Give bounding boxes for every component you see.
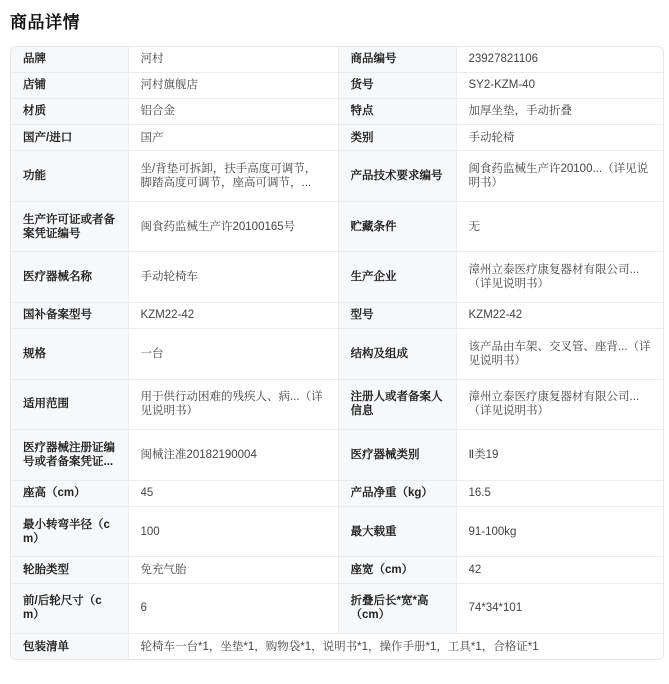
spec-label xyxy=(338,302,456,328)
spec-label-text: 产品净重（kg） xyxy=(350,487,433,500)
spec-value-text: 国产 xyxy=(140,131,164,144)
spec-label-text: 医疗器械类别 xyxy=(350,448,420,461)
spec-value xyxy=(128,329,338,380)
spec-label xyxy=(11,125,128,151)
spec-label xyxy=(11,47,128,72)
spec-value xyxy=(456,557,663,583)
spec-value xyxy=(128,430,338,481)
spec-label-text: 医疗器械注册证编号或者备案凭证... xyxy=(23,441,115,468)
spec-value xyxy=(456,98,663,124)
spec-value xyxy=(456,201,663,252)
spec-label-text: 特点 xyxy=(350,105,374,118)
spec-value-text: 铝合金 xyxy=(140,105,175,118)
spec-label xyxy=(11,98,128,124)
spec-value-text: 无 xyxy=(468,220,480,233)
spec-value-text: 坐/背垫可拆卸，扶手高度可调节，脚踏高度可调节，座高可调节，... xyxy=(140,162,317,189)
spec-label-text: 贮藏条件 xyxy=(350,220,397,233)
spec-label-text: 产品技术要求编号 xyxy=(350,169,443,182)
spec-label-text: 适用范围 xyxy=(23,398,69,411)
spec-label xyxy=(338,557,456,583)
spec-value-text: 6 xyxy=(140,602,147,615)
spec-value xyxy=(128,302,338,328)
spec-value xyxy=(128,151,338,202)
spec-label-text: 规格 xyxy=(23,347,46,360)
spec-value-text: 42 xyxy=(468,563,482,576)
spec-label-text: 功能 xyxy=(23,169,46,182)
spec-label-text: 结构及组成 xyxy=(350,347,408,360)
spec-value-text: 河村 xyxy=(140,53,164,66)
spec-label xyxy=(11,151,128,202)
spec-value-text: 16.5 xyxy=(468,487,491,500)
spec-value xyxy=(456,329,663,380)
table-row xyxy=(11,151,663,202)
spec-label xyxy=(338,151,456,202)
spec-value xyxy=(128,98,338,124)
spec-value-text: 100 xyxy=(140,525,160,538)
spec-value-text: 该产品由车架、交叉管、座背...（详见说明书） xyxy=(468,340,651,367)
table-row xyxy=(11,583,663,634)
spec-value-text: 用于供行动困难的残疾人、病...（详见说明书） xyxy=(140,391,323,418)
spec-label xyxy=(338,329,456,380)
spec-label xyxy=(11,634,128,659)
spec-value xyxy=(128,252,338,303)
spec-label xyxy=(11,583,128,634)
spec-value xyxy=(456,379,663,430)
spec-value-text: 手动轮椅车 xyxy=(140,271,198,284)
spec-value xyxy=(128,125,338,151)
spec-label-text: 座高（cm） xyxy=(23,487,86,500)
spec-value-text: 手动轮椅 xyxy=(468,131,515,144)
spec-value-text: 轮椅车一台*1，坐垫*1，购物袋*1，说明书*1，操作手册*1，工具*1，合格证*1 xyxy=(140,640,539,653)
spec-label xyxy=(11,379,128,430)
spec-value-text: 河村旗舰店 xyxy=(140,79,198,92)
spec-label-text: 材质 xyxy=(23,105,46,118)
table-row xyxy=(11,329,663,380)
spec-label xyxy=(338,583,456,634)
table-row xyxy=(11,98,663,124)
spec-value-text: 45 xyxy=(140,487,154,500)
spec-value-text: 一台 xyxy=(140,347,164,360)
spec-label xyxy=(338,72,456,98)
spec-value-text: 闽食药监械生产许20100...（详见说明书） xyxy=(468,162,649,189)
spec-label-text: 生产企业 xyxy=(350,271,397,284)
spec-value xyxy=(128,480,338,506)
spec-value-text: 漳州立泰医疗康复器材有限公司...（详见说明书） xyxy=(468,391,640,418)
spec-label xyxy=(11,252,128,303)
spec-value-text: 91-100kg xyxy=(468,525,517,538)
spec-value xyxy=(128,506,338,557)
spec-label-text: 国产/进口 xyxy=(23,131,73,144)
table-row xyxy=(11,252,663,303)
spec-value xyxy=(456,480,663,506)
spec-label xyxy=(11,201,128,252)
spec-value-text: 23927821106 xyxy=(468,53,538,66)
table-row xyxy=(11,557,663,583)
spec-value xyxy=(128,379,338,430)
spec-label-text: 最大载重 xyxy=(350,525,397,538)
spec-value-text: 免充气胎 xyxy=(140,563,187,576)
spec-value-text: 74*34*101 xyxy=(468,602,523,615)
spec-value xyxy=(128,557,338,583)
spec-value xyxy=(456,583,663,634)
spec-label xyxy=(338,125,456,151)
spec-label xyxy=(338,506,456,557)
spec-value-text: SY2-KZM-40 xyxy=(468,79,535,92)
page-title: 商品详情 xyxy=(10,13,80,32)
table-row xyxy=(11,125,663,151)
spec-value-text: 漳州立泰医疗康复器材有限公司...（详见说明书） xyxy=(468,264,640,291)
spec-label-text: 商品编号 xyxy=(350,53,397,66)
spec-label-text: 国补备案型号 xyxy=(23,309,92,322)
table-row xyxy=(11,201,663,252)
spec-label-text: 轮胎类型 xyxy=(23,563,69,576)
spec-label-text: 店铺 xyxy=(23,79,46,92)
spec-label xyxy=(338,47,456,72)
spec-label xyxy=(338,379,456,430)
table-row xyxy=(11,480,663,506)
spec-label xyxy=(338,430,456,481)
spec-value-text: 加厚坐垫，手动折叠 xyxy=(468,105,572,118)
spec-label xyxy=(11,329,128,380)
spec-value xyxy=(128,583,338,634)
spec-label-text: 座宽（cm） xyxy=(350,563,414,576)
spec-label xyxy=(11,480,128,506)
spec-label xyxy=(11,506,128,557)
spec-value xyxy=(456,151,663,202)
table-row xyxy=(11,379,663,430)
spec-label xyxy=(11,557,128,583)
spec-label-text: 型号 xyxy=(350,309,374,322)
spec-label-text: 货号 xyxy=(350,79,374,92)
table-row xyxy=(11,430,663,481)
spec-value xyxy=(456,506,663,557)
spec-label-text: 最小转弯半径（cm） xyxy=(23,518,110,545)
spec-value xyxy=(128,72,338,98)
spec-label xyxy=(338,252,456,303)
spec-label-text: 注册人或者备案人信息 xyxy=(350,391,443,418)
spec-value xyxy=(456,302,663,328)
spec-value xyxy=(456,47,663,72)
spec-label-text: 类别 xyxy=(350,131,374,144)
spec-label-text: 医疗器械名称 xyxy=(23,271,92,284)
spec-label-text: 品牌 xyxy=(23,53,46,66)
spec-value-text: KZM22-42 xyxy=(468,309,523,322)
spec-value xyxy=(456,125,663,151)
spec-value-text: KZM22-42 xyxy=(140,309,195,322)
spec-value xyxy=(128,47,338,72)
spec-label-text: 前/后轮尺寸（cm） xyxy=(23,595,102,622)
spec-value-text: 闽食药监械生产许20100165号 xyxy=(140,220,296,233)
spec-value xyxy=(128,201,338,252)
spec-value xyxy=(456,72,663,98)
product-details-table xyxy=(10,46,664,660)
spec-label xyxy=(11,302,128,328)
table-row xyxy=(11,47,663,72)
spec-label xyxy=(338,201,456,252)
spec-label xyxy=(11,430,128,481)
spec-label xyxy=(338,98,456,124)
spec-label xyxy=(11,72,128,98)
spec-label-text: 包装清单 xyxy=(23,640,69,653)
table-row xyxy=(11,72,663,98)
spec-value-text: Ⅱ类19 xyxy=(468,448,499,461)
spec-value xyxy=(456,252,663,303)
spec-value xyxy=(456,430,663,481)
spec-value xyxy=(128,634,663,659)
spec-label-text: 折叠后长*宽*高（cm） xyxy=(350,595,429,622)
spec-label-text: 生产许可证或者备案凭证编号 xyxy=(23,213,115,240)
table-row xyxy=(11,634,663,659)
table-row xyxy=(11,302,663,328)
table-row xyxy=(11,506,663,557)
spec-value-text: 闽械注准20182190004 xyxy=(140,448,257,461)
spec-label xyxy=(338,480,456,506)
